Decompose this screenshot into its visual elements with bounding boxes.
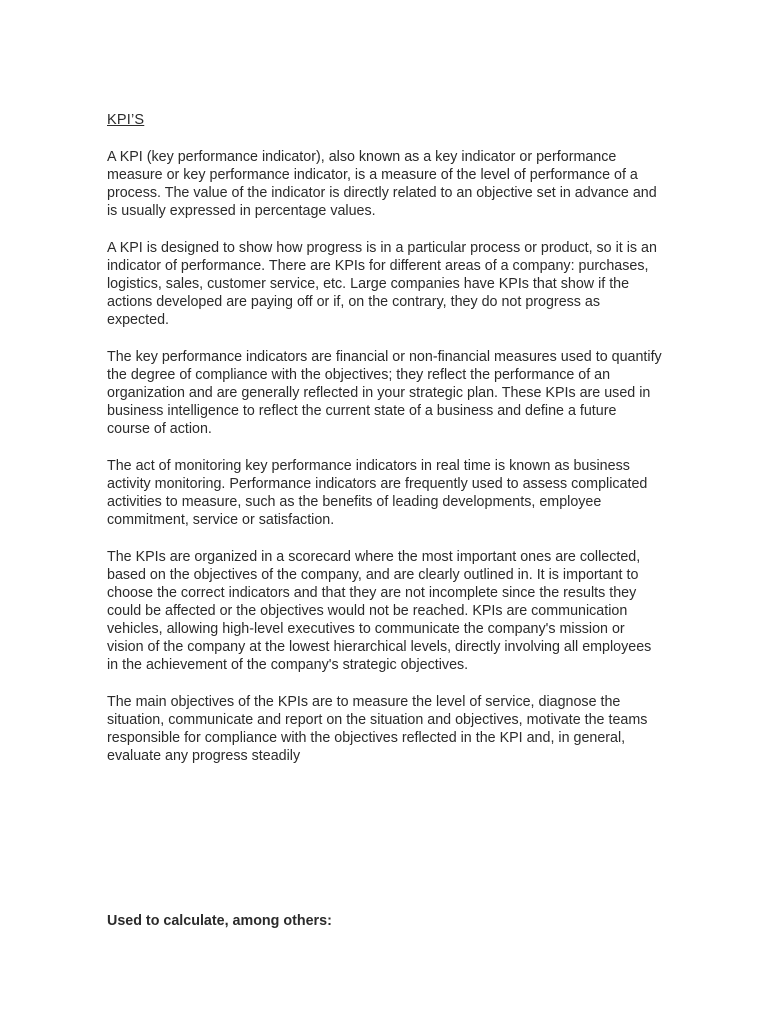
paragraph-kpi-objectives: The main objectives of the KPIs are to measure the level of service, diagnose the situation, communicate and report on the situation and objectives, motivate the teams responsible for compliance with the objectives reflected in the KPI and, in general, evaluate any progress steadily bbox=[107, 694, 648, 764]
paragraph-kpi-definition: A KPI (key performance indicator), also known as a key indicator or performance measure or key performance indicator, is a measure of the level of performance of a process. The value of the indicator is directly related to an objective set in advance and is usually expressed in percentage values. bbox=[107, 149, 657, 219]
paragraph-kpi-purpose: A KPI is designed to show how progress is in a particular process or product, so it is an indicator of performance. There are KPIs for different areas of a company: purchases, logistics, sales, customer service, etc. Large companies have KPIs that show if the actions developed are paying off or if, on the contrary, they do not progress as expected. bbox=[107, 240, 657, 328]
section-subheading: Used to calculate, among others: bbox=[107, 913, 332, 929]
paragraph-kpi-monitoring: The act of monitoring key performance indicators in real time is known as business activity monitoring. Performance indicators are frequently used to assess complicated activities to measure, such as the benefits of leading developments, employee commitment, service or satisfaction. bbox=[107, 458, 648, 528]
paragraph-kpi-scorecard: The KPIs are organized in a scorecard where the most important ones are collected, based on the objectives of the company, and are clearly outlined in. It is important to choose the correct indicators and that they are not incomplete since the results they could be affected or the objectives would not be reached. KPIs are communication vehicles, allowing high-level executives to communicate the company's mission or vision of the company at the lowest hierarchical levels, directly involving all employees in the achievement of the company's strategic objectives. bbox=[107, 549, 652, 673]
paragraph-kpi-measures: The key performance indicators are financial or non-financial measures used to quantify the degree of compliance with the objectives; they reflect the performance of an organization and are generally reflected in your strategic plan. These KPIs are used in business intelligence to reflect the current state of a business and define a future course of action. bbox=[107, 349, 662, 437]
document-body bbox=[107, 111, 663, 784]
document-title: KPI’S bbox=[107, 112, 145, 128]
